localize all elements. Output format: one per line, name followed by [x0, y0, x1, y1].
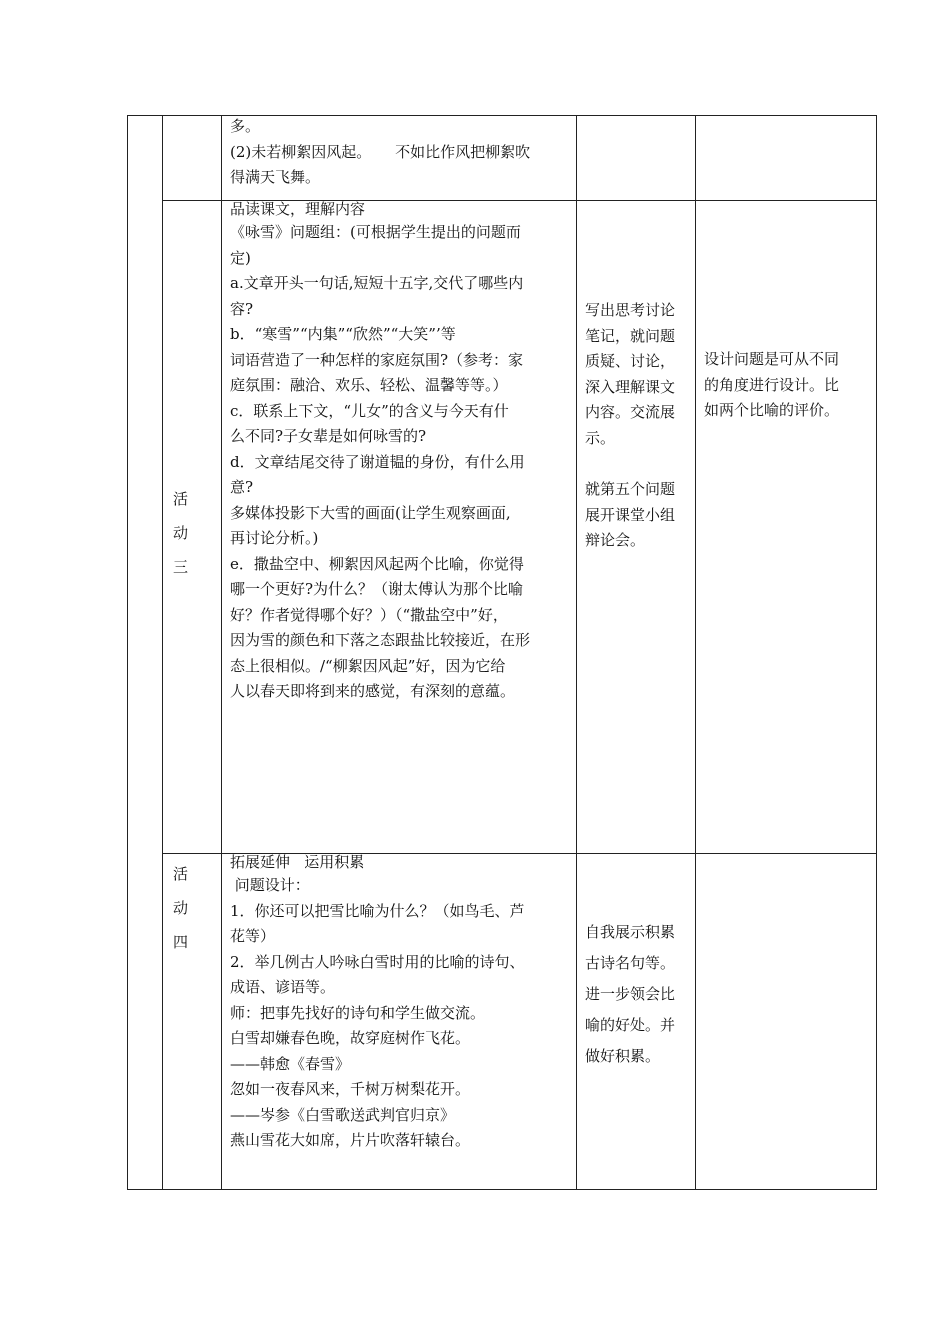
activity-three-student-cell: [585, 298, 675, 554]
content-line: 词语营造了一种怎样的家庭氛围?（参考：家: [230, 350, 524, 369]
note-line: 如两个比喻的评价。: [704, 401, 840, 419]
activity-three-content-cell: [230, 199, 530, 705]
content-line: 好？作者觉得哪个好？）（“撒盐空中”好，: [230, 605, 508, 624]
content-line: 师：把事先找好的诗句和学生做交流。: [230, 1003, 486, 1022]
table-right-border: [876, 115, 877, 1190]
content-line: e．撒盐空中、柳絮因风起两个比喻，你觉得: [230, 554, 524, 573]
content-line: 花等）: [230, 927, 276, 945]
student-line: 自我展示积累: [585, 923, 676, 941]
table-column-divider: [695, 115, 696, 1190]
content-line: 品读课文，理解内容: [230, 200, 366, 218]
activity-four-student-cell: [585, 917, 675, 1072]
note-line: 设计问题是可从不同: [704, 350, 840, 368]
content-line: 庭氛围：融洽、欢乐、轻松、温馨等等。）: [230, 376, 508, 394]
content-line: 哪一个更好?为什么？（谢太傅认为那个比喻: [230, 580, 524, 598]
student-line: 喻的好处。并: [585, 1016, 676, 1034]
student-line: 质疑、讨论，: [585, 352, 676, 370]
student-line: 就第五个问题: [585, 480, 676, 498]
content-line: ——韩愈《春雪》: [230, 1054, 351, 1073]
content-line: ——岑参《白雪歌送武判官归京》: [230, 1105, 456, 1124]
content-line: 定): [230, 248, 251, 267]
content-line: 燕山雪花大如席，片片吹落轩辕台。: [230, 1131, 471, 1149]
content-line: c．联系上下文，“儿女”的含义与今天有什: [230, 401, 509, 420]
content-line: 多。: [230, 117, 261, 135]
content-line: 态上很相似。/“柳絮因风起”好，因为它给: [230, 656, 506, 675]
student-line: 内容。交流展: [585, 403, 676, 421]
student-line: [585, 451, 675, 477]
content-line: 意?: [230, 478, 254, 496]
content-line: (2)未若柳絮因风起。 不如比作风把柳絮吹: [230, 142, 531, 161]
student-line: 笔记，就问题: [585, 326, 676, 345]
content-line: 么不同?子女辈是如何咏雪的?: [230, 427, 427, 445]
row1-content-cell: [230, 114, 530, 191]
table-column-divider: [221, 115, 222, 1190]
student-line: 进一步领会比: [585, 985, 676, 1003]
table-column-divider: [162, 115, 163, 1190]
activity-four-content-cell: [230, 852, 525, 1154]
student-line: 深入理解课文: [585, 377, 676, 396]
content-line: 《咏雪》问题组：(可根据学生提出的问题而: [230, 223, 521, 241]
content-line: 1．你还可以把雪比喻为什么？（如鸟毛、芦: [230, 901, 525, 920]
student-line: 示。: [585, 428, 616, 447]
content-line: 2．举几例古人吟咏白雪时用的比喻的诗句、: [230, 952, 525, 971]
content-line: 问题设计：: [230, 876, 310, 894]
content-line: 白雪却嫌春色晚，故穿庭树作飞花。: [230, 1029, 471, 1047]
content-line: a.文章开头一句话,短短十五字,交代了哪些内: [230, 274, 524, 292]
content-line: 忽如一夜春风来，千树万树梨花开。: [230, 1080, 471, 1098]
content-line: 拓展延伸 运用积累: [230, 853, 365, 871]
activity-four-label: 活 动 四: [173, 865, 189, 951]
activity-three-label: 活 动 三: [173, 490, 189, 576]
student-line: 做好积累。: [585, 1047, 661, 1065]
content-line: 容?: [230, 299, 254, 318]
content-line: b．“寒雪”“内集”“欣然”“大笑”’等: [230, 325, 456, 343]
content-line: d．文章结尾交待了谢道韫的身份，有什么用: [230, 452, 525, 471]
content-line: 得满天飞舞。: [230, 168, 321, 186]
note-line: 的角度进行设计。比: [704, 375, 840, 394]
table-left-border: [127, 115, 128, 1190]
student-line: 古诗名句等。: [585, 954, 676, 972]
content-line: 多媒体投影下大雪的画面(让学生观察画面,: [230, 503, 511, 522]
student-line: 写出思考讨论: [585, 301, 676, 319]
content-line: 人以春天即将到来的感觉，有深刻的意蕴。: [230, 682, 516, 700]
table-bottom-border: [127, 1189, 876, 1190]
student-line: 展开课堂小组: [585, 505, 676, 524]
content-line: 成语、谚语等。: [230, 978, 336, 996]
content-line: 再讨论分析。): [230, 529, 319, 547]
content-line: 因为雪的颜色和下落之态跟盐比较接近，在形: [230, 631, 531, 649]
student-line: 辩论会。: [585, 531, 646, 549]
table-column-divider: [576, 115, 577, 1190]
activity-three-note-cell: [704, 347, 839, 424]
